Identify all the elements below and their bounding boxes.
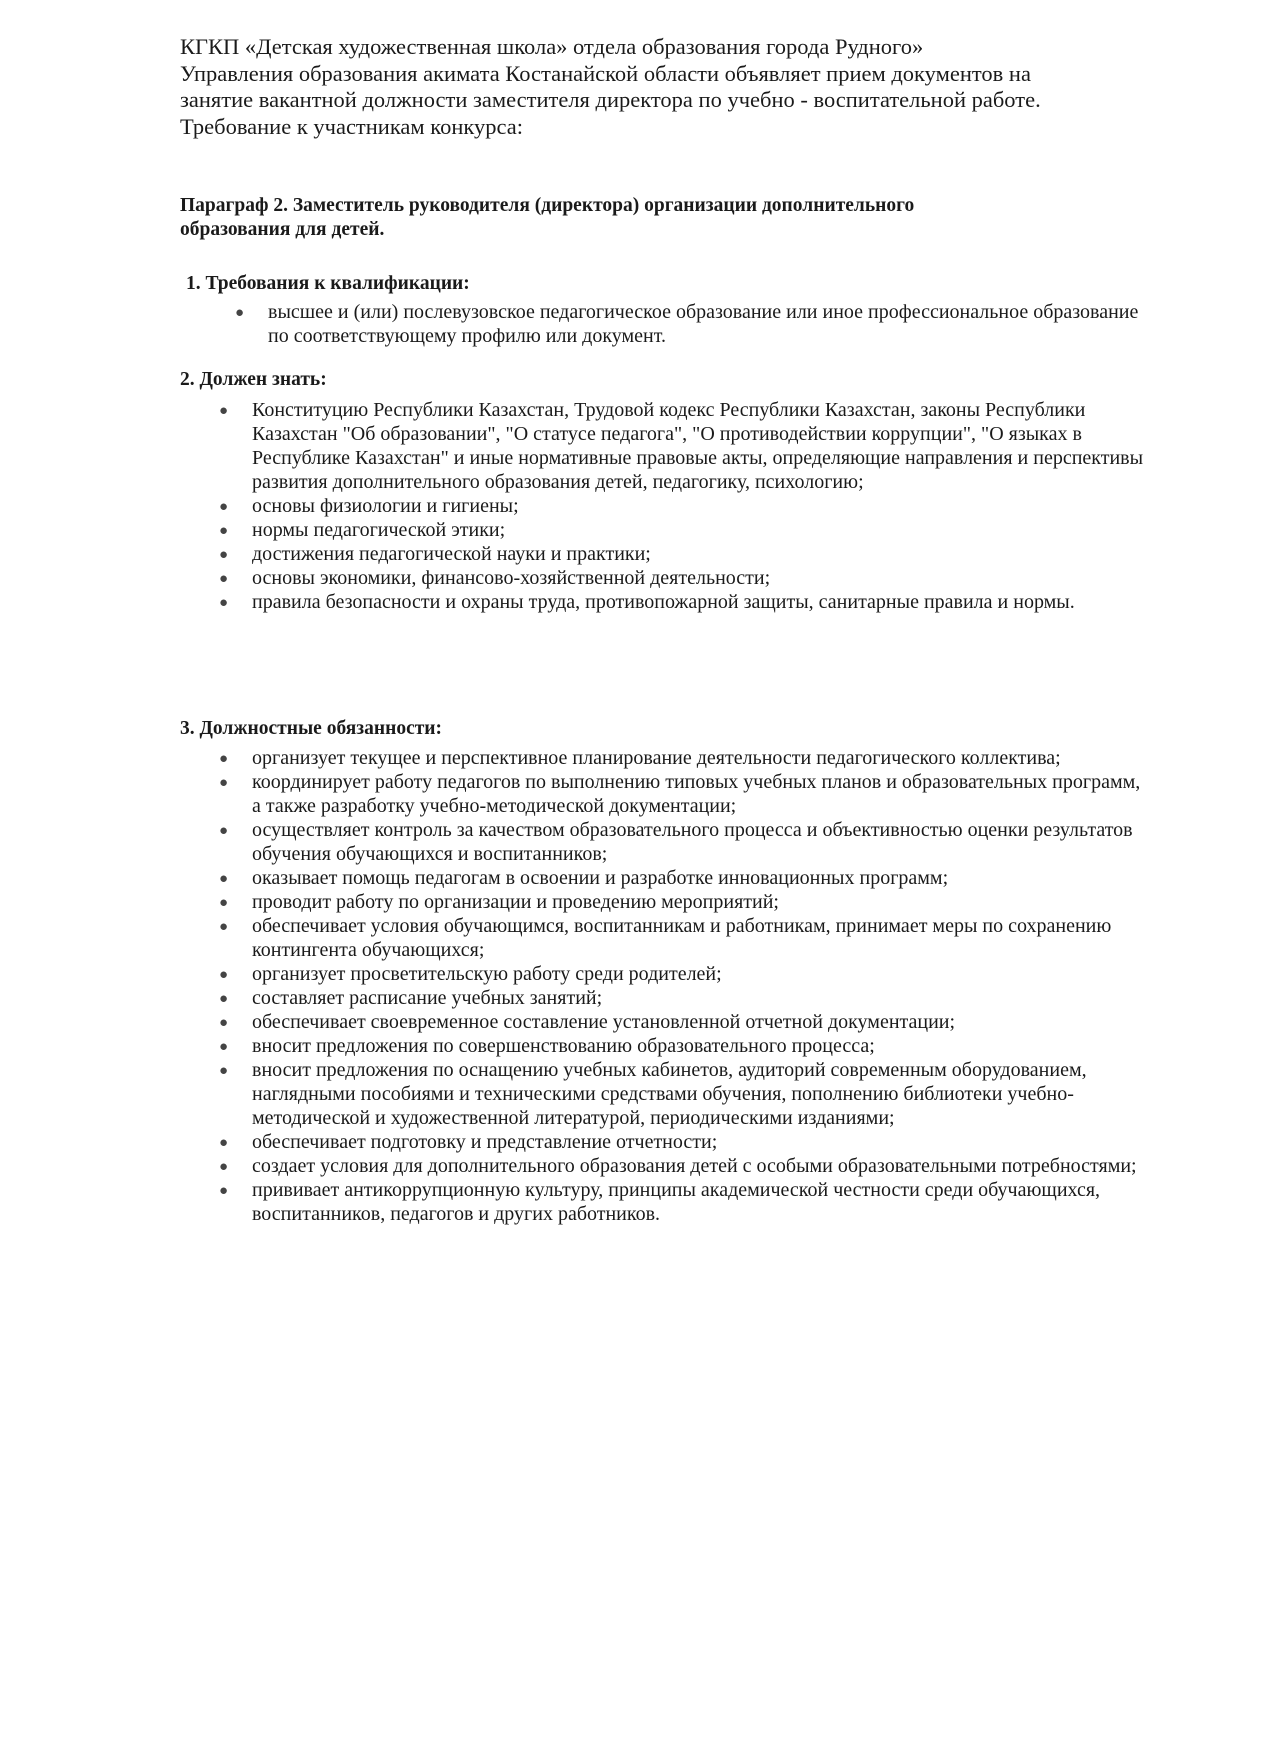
announcement-intro xyxy=(180,34,1180,140)
bullet-icon: ● xyxy=(219,967,229,983)
list-item-text: организует просветительскую работу среди родителей; xyxy=(252,963,722,985)
list-item-text: нормы педагогической этики; xyxy=(252,519,506,541)
bullet-icon: ● xyxy=(219,1135,229,1151)
list-item xyxy=(219,1178,1152,1226)
must-know-list xyxy=(219,398,1152,614)
intro-line: занятие вакантной должности заместителя директора по учебно - воспитательной работе. xyxy=(180,87,1041,112)
bullet-icon: ● xyxy=(219,919,229,935)
list-item-text: создает условия для дополнительного образования детей с особыми образовательными потребностями; xyxy=(252,1155,1137,1177)
list-item xyxy=(219,494,1152,518)
list-item xyxy=(219,1154,1152,1178)
bullet-icon: ● xyxy=(219,775,229,791)
bullet-icon: ● xyxy=(219,871,229,887)
list-item xyxy=(219,518,1152,542)
list-item xyxy=(219,1010,1152,1034)
list-item-text: прививает антикоррупционную культуру, принципы академической честности среди обучающихся, воспитанников, педагогов и других работников. xyxy=(252,1179,1101,1225)
list-item-text: Конституцию Республики Казахстан, Трудовой кодекс Республики Казахстан, законы Республики Казахстан "Об образовании", "О статусе педагога", "О противодействии коррупции", "О языках в Республике Казахстан" и иные нормативные правовые акты, определяющие направления и перспективы развития дополнительного образования детей, педагогику, психологию; xyxy=(252,399,1144,493)
list-item xyxy=(219,818,1152,866)
list-item-text: обеспечивает условия обучающимся, воспитанникам и работникам, принимает меры по сохранению контингента обучающихся; xyxy=(252,915,1112,961)
list-item xyxy=(219,746,1152,770)
bullet-icon: ● xyxy=(219,991,229,1007)
section-title-must-know: 2. Должен знать: xyxy=(180,369,327,390)
bullet-icon: ● xyxy=(219,499,229,515)
intro-line: КГКП «Детская художественная школа» отдела образования города Рудного» xyxy=(180,34,924,59)
list-item-text: вносит предложения по оснащению учебных кабинетов, аудиторий современным оборудованием, наглядными пособиями и техническими средствами обучения, пополнению библиотеки учебно-методической и художественной литературой, периодическими изданиями; xyxy=(252,1059,1087,1129)
list-item-text: вносит предложения по совершенствованию образовательного процесса; xyxy=(252,1035,875,1057)
bullet-icon: ● xyxy=(219,523,229,539)
list-item xyxy=(219,770,1152,818)
section-title-duties: 3. Должностные обязанности: xyxy=(180,718,443,739)
list-item-text: составляет расписание учебных занятий; xyxy=(252,987,603,1009)
list-item xyxy=(219,590,1152,614)
list-item xyxy=(235,300,1148,348)
bullet-icon: ● xyxy=(219,595,229,611)
heading-line: Параграф 2. Заместитель руководителя (директора) организации дополнительного xyxy=(180,195,915,216)
duties-list xyxy=(219,746,1152,1226)
intro-line: Требование к участникам конкурса: xyxy=(180,113,523,139)
bullet-icon: ● xyxy=(219,547,229,563)
list-item xyxy=(219,566,1152,590)
list-item xyxy=(219,1130,1152,1154)
bullet-icon: ● xyxy=(219,403,229,419)
section-title-qualification: 1. Требования к квалификации: xyxy=(186,273,470,294)
list-item-text: проводит работу по организации и проведению мероприятий; xyxy=(252,891,779,913)
list-item xyxy=(219,398,1152,494)
list-item-text: основы экономики, финансово-хозяйственной деятельности; xyxy=(252,567,771,589)
list-item xyxy=(219,962,1152,986)
list-item-text: оказывает помощь педагогам в освоении и разработке инновационных программ; xyxy=(252,867,949,889)
list-item xyxy=(219,542,1152,566)
list-item-text: обеспечивает своевременное составление установленной отчетной документации; xyxy=(252,1011,956,1033)
list-item-text: правила безопасности и охраны труда, противопожарной защиты, санитарные правила и нормы. xyxy=(252,591,1075,613)
paragraph-heading xyxy=(180,194,1120,242)
list-item xyxy=(219,1058,1152,1130)
list-item-text: координирует работу педагогов по выполнению типовых учебных планов и образовательных программ, а также разработку учебно-методической документации; xyxy=(252,771,1141,817)
list-item-text: высшее и (или) послевузовское педагогическое образование или иное профессиональное образование по соответствующему профилю или документ. xyxy=(268,301,1139,347)
bullet-icon: ● xyxy=(219,751,229,767)
list-item-text: организует текущее и перспективное планирование деятельности педагогического коллектива; xyxy=(252,747,1061,769)
heading-line: образования для детей. xyxy=(180,219,385,240)
list-item xyxy=(219,866,1152,890)
bullet-icon: ● xyxy=(219,571,229,587)
intro-line: Управления образования акимата Костанайской области объявляет прием документов на xyxy=(180,60,1031,86)
list-item-text: достижения педагогической науки и практики; xyxy=(252,543,651,565)
list-item xyxy=(219,914,1152,962)
qualification-list xyxy=(235,300,1148,348)
list-item xyxy=(219,986,1152,1010)
list-item xyxy=(219,890,1152,914)
list-item-text: осуществляет контроль за качеством образовательного процесса и объективностью оценки результатов обучения обучающихся и воспитанников; xyxy=(252,819,1133,865)
list-item xyxy=(219,1034,1152,1058)
bullet-icon: ● xyxy=(235,305,245,321)
bullet-icon: ● xyxy=(219,895,229,911)
list-item-text: обеспечивает подготовку и представление отчетности; xyxy=(252,1131,718,1153)
bullet-icon: ● xyxy=(219,1183,229,1199)
bullet-icon: ● xyxy=(219,1063,229,1079)
bullet-icon: ● xyxy=(219,1039,229,1055)
bullet-icon: ● xyxy=(219,1159,229,1175)
bullet-icon: ● xyxy=(219,823,229,839)
bullet-icon: ● xyxy=(219,1015,229,1031)
list-item-text: основы физиологии и гигиены; xyxy=(252,495,519,517)
